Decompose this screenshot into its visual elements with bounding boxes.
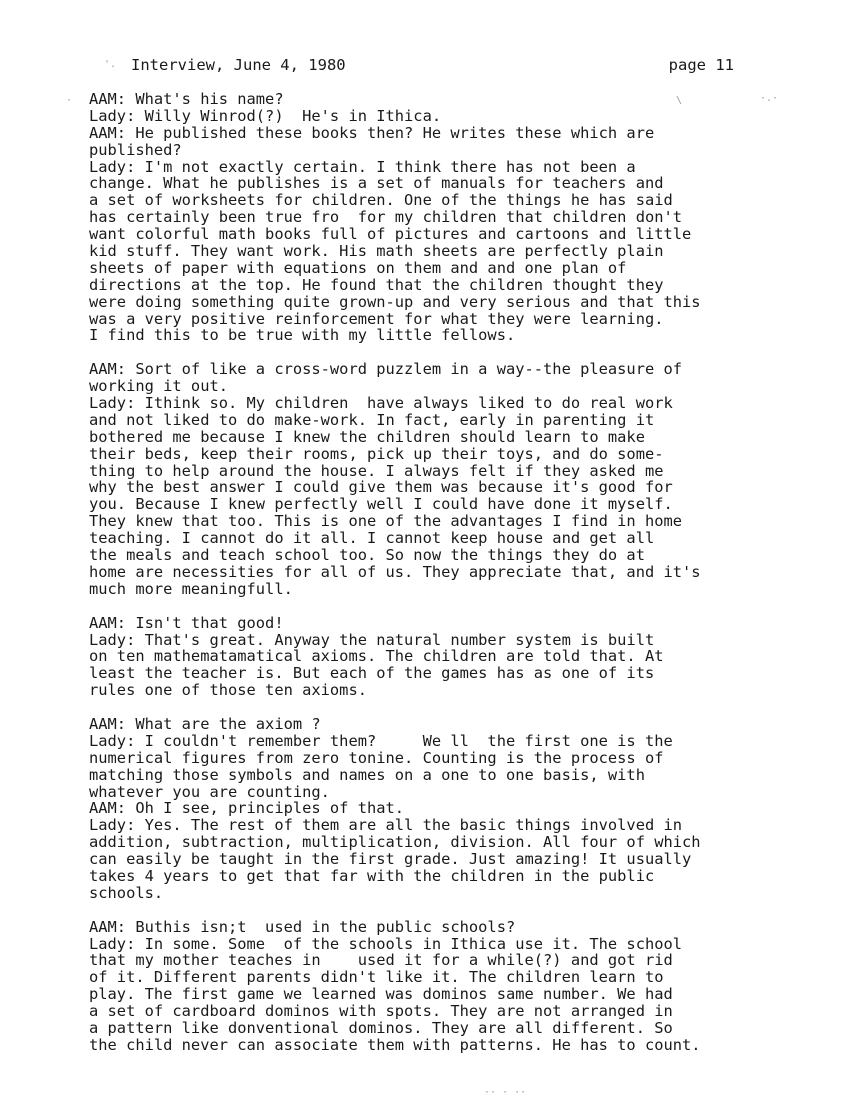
paragraph-gap [89, 344, 789, 361]
transcript-line: AAM: What are the axiom ? [89, 714, 321, 733]
transcript-line: AAM: Sort of like a cross-word puzzlem in a way--the pleasure of [89, 360, 683, 379]
transcript-line: addition, subtraction, multiplication, division. All four of which [89, 833, 701, 852]
transcript-line: thing to help around the house. I always felt if they asked me [89, 461, 664, 480]
transcript-body [89, 91, 789, 1054]
transcript-line: of it. Different parents didn't like it. The children learn to [89, 968, 664, 987]
transcript-line: least the teacher is. But each of the games has as one of its [89, 664, 655, 683]
transcript-line: matching those symbols and names on a one to one basis, with [89, 765, 645, 784]
transcript-line: Lady: Yes. The rest of them are all the basic things involved in [89, 816, 683, 835]
paragraph-gap [89, 902, 789, 919]
transcript-line: AAM: He published these books then? He writes these which are [89, 123, 655, 142]
transcript-line: why the best answer I could give them was because it's good for [89, 478, 673, 497]
transcript-line: AAM: What's his name? [89, 90, 284, 108]
transcript-line: play. The first game we learned was dominos same number. We had [89, 985, 673, 1004]
transcript-line: They knew that too. This is one of the advantages I find in home [89, 512, 683, 531]
transcript-line: numerical figures from zero tonine. Counting is the process of [89, 748, 664, 767]
transcript-line: change. What he publishes is a set of manuals for teachers and [89, 174, 664, 193]
transcript-line: a set of cardboard dominos with spots. They are not arranged in [89, 1002, 673, 1021]
transcript-line: want colorful math books full of pictures and cartoons and little [89, 225, 692, 244]
transcript-line: you. Because I knew perfectly well I could have done it myself. [89, 495, 673, 514]
transcript-line: a set of worksheets for children. One of the things he has said [89, 191, 673, 210]
transcript-line: Lady: In some. Some of the schools in Ithica use it. The school [89, 934, 683, 953]
transcript-line: sheets of paper with equations on them and and one plan of [89, 258, 627, 277]
transcript-line: their beds, keep their rooms, pick up their toys, and do some- [89, 444, 664, 463]
transcript-line: published? [89, 140, 182, 159]
transcript-line: on ten mathematamatical axioms. The children are told that. At [89, 647, 664, 666]
transcript-line: and not liked to do make-work. In fact, early in parenting it [89, 410, 655, 429]
transcript-line: AAM: Buthis isn;t used in the public schools? [89, 917, 516, 936]
transcript-line: bothered me because I knew the children should learn to make [89, 427, 645, 446]
transcript-line: the meals and teach school too. So now the things they do at [89, 546, 645, 565]
transcript-paragraph [89, 91, 789, 344]
transcript-line: can easily be taught in the first grade. Just amazing! It usually [89, 850, 692, 869]
transcript-line: were doing something quite grown-up and very serious and that this [89, 292, 701, 311]
transcript-line: AAM: Oh I see, principles of that. [89, 799, 405, 818]
transcript-line: teaching. I cannot do it all. I cannot keep house and get all [89, 529, 655, 548]
transcript-paragraph [89, 615, 789, 699]
document-title: Interview, June 4, 1980 [131, 56, 346, 74]
scan-speck: \ [676, 95, 683, 106]
transcript-paragraph [89, 716, 789, 902]
transcript-line: rules one of those ten axioms. [89, 681, 367, 700]
transcript-line: takes 4 years to get that far with the children in the public [89, 866, 655, 885]
transcript-line: AAM: Isn't that good! [89, 613, 284, 632]
transcript-paragraph [89, 361, 789, 597]
paragraph-gap [89, 598, 789, 615]
transcript-line: schools. [89, 883, 164, 902]
transcript-line: Lady: Ithink so. My children have always liked to do real work [89, 394, 673, 413]
transcript-line: has certainly been true fro for my children that children don't [89, 208, 683, 227]
transcript-line: that my mother teaches in used it for a while(?) and got rid [89, 951, 673, 970]
scan-speck: ·.· [760, 93, 779, 104]
transcript-line: directions at the top. He found that the children thought they [89, 275, 664, 294]
scan-speck: ·· · ·· [484, 1087, 527, 1098]
scan-speck: '. [104, 59, 117, 70]
transcript-line: whatever you are counting. [89, 782, 330, 801]
transcript-line: much more meaningfull. [89, 579, 293, 598]
transcript-line: Lady: Willy Winrod(?) He's in Ithica. [89, 106, 442, 125]
transcript-line: home are necessities for all of us. They appreciate that, and it's [89, 562, 701, 581]
transcript-line: kid stuff. They want work. His math sheets are perfectly plain [89, 242, 664, 261]
transcript-line: was a very positive reinforcement for what they were learning. [89, 309, 664, 328]
transcript-line: Lady: I'm not exactly certain. I think there has not been a [89, 157, 636, 176]
transcript-paragraph [89, 919, 789, 1054]
transcript-line: the child never can associate them with patterns. He has to count. [89, 1035, 701, 1054]
transcript-line: a pattern like donventional dominos. They are all different. So [89, 1018, 673, 1037]
transcript-line: working it out. [89, 377, 228, 396]
scan-speck: · [66, 95, 73, 106]
page-number: page 11 [668, 56, 734, 74]
transcript-line: I find this to be true with my little fellows. [89, 326, 516, 345]
paragraph-gap [89, 699, 789, 716]
transcript-line: Lady: I couldn't remember them? We ll the first one is the [89, 731, 673, 750]
transcript-line: Lady: That's great. Anyway the natural number system is built [89, 630, 655, 649]
